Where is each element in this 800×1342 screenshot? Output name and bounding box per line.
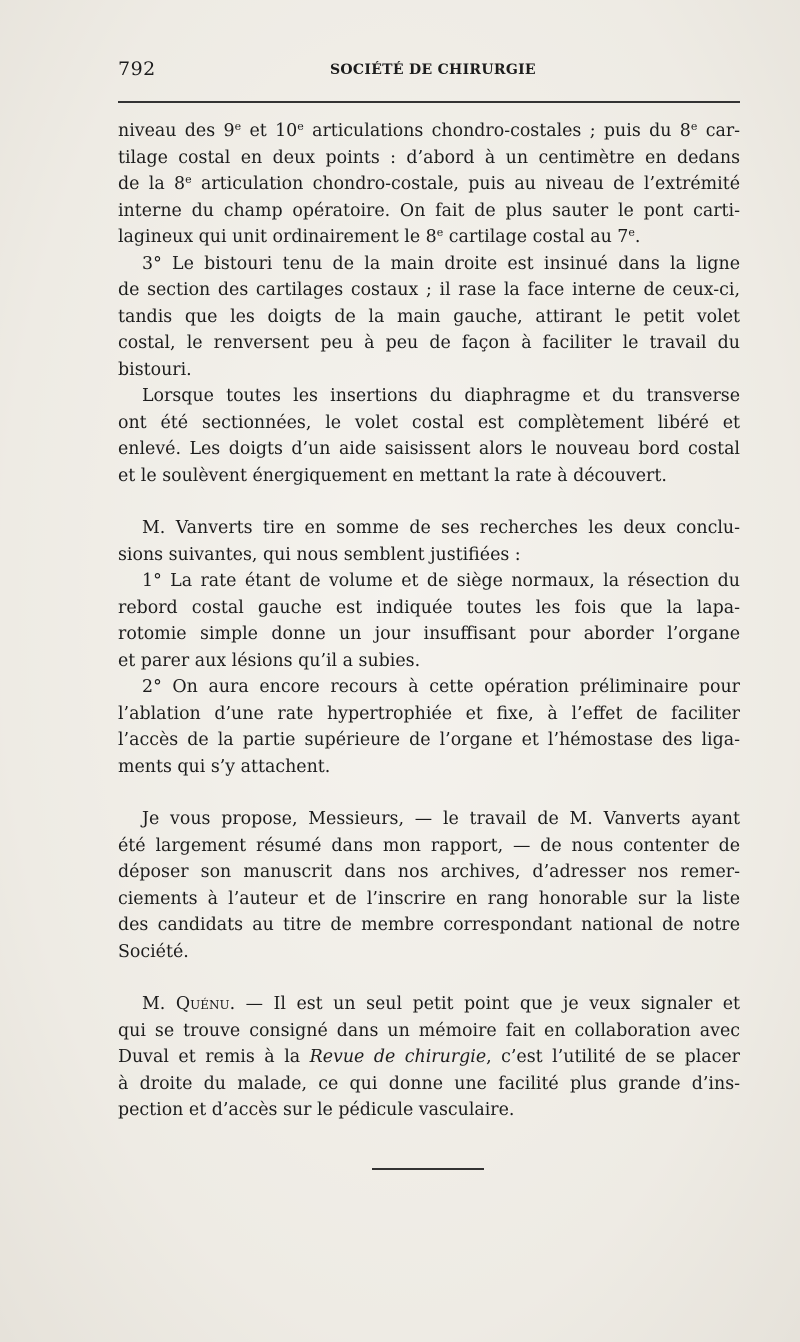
paragraph-step-3	[118, 251, 740, 384]
text-line: 3° Le bistouri tenu de la main droite est insinué dans la ligne	[142, 253, 740, 274]
paragraph-gap	[118, 780, 740, 806]
journal-title: Revue de chirurgie	[309, 1047, 487, 1067]
paragraph-gap	[118, 965, 740, 991]
text-line: qui se trouve consigné dans un mémoire fait en collaboration avec	[118, 1020, 740, 1041]
text-line: rotomie simple donne un jour insuffisant pour aborder l’organe	[118, 624, 740, 644]
text-line: ments qui s’y attachent.	[118, 756, 331, 777]
text-line: 1° La rate étant de volume et de siège normaux, la résection du	[142, 571, 740, 591]
paragraph-gap	[118, 489, 740, 515]
text-line: Lorsque toutes les insertions du diaphragme et du transverse	[142, 386, 740, 406]
paragraph-proposal	[118, 806, 740, 965]
text-line: tandis que les doigts de la main gauche, attirant le petit volet	[118, 306, 740, 327]
text-line: 2° On aura encore recours à cette opération préliminaire pour	[142, 677, 740, 697]
end-rule	[372, 1168, 484, 1170]
text-line: des candidats au titre de membre correspondant national de notre	[118, 915, 740, 935]
text-line: à droite du malade, ce qui donne une facilité plus grande d’ins-	[118, 1073, 740, 1094]
text-line: sions suivantes, qui nous semblent justifiées :	[118, 544, 521, 565]
text-line: ont été sectionnées, le volet costal est complètement libéré et	[118, 412, 740, 433]
text-line: l’accès de la partie supérieure de l’organe et l’hémostase des liga-	[118, 730, 740, 750]
text-line: costal, le renversent peu à peu de façon à faciliter le travail du	[118, 333, 740, 353]
header-rule	[118, 101, 740, 103]
text-line: lagineux qui unit ordinairement le 8e cartilage costal au 7e.	[118, 226, 641, 247]
body-text	[118, 118, 740, 1124]
text-line: tilage costal en deux points : d’abord à un centimètre en dedans	[118, 147, 740, 168]
text-line: et le soulèvent énergiquement en mettant la rate à découvert.	[118, 465, 667, 486]
text-line: pection et d’accès sur le pédicule vasculaire.	[118, 1100, 515, 1120]
text-line: l’ablation d’une rate hypertrophiée et fixe, à l’effet de faciliter	[118, 703, 740, 724]
page-header	[118, 58, 738, 88]
speaker-name: Quénu	[175, 994, 230, 1014]
text-line: Duval et remis à la Revue de chirurgie, c’est l’utilité de se placer	[118, 1047, 740, 1067]
text-line: Société.	[118, 941, 189, 962]
text-line: déposer son manuscrit dans nos archives, d’adresser nos remer-	[118, 862, 740, 882]
text-line: bistouri.	[118, 359, 192, 380]
text-line: été largement résumé dans mon rapport, — de nous contenter de	[118, 835, 740, 856]
paragraph-conclusions	[118, 515, 740, 780]
text-line: M. Quénu. — Il est un seul petit point que je veux signaler et	[142, 994, 740, 1014]
running-head: SOCIÉTÉ DE CHIRURGIE	[330, 62, 536, 78]
text-line: niveau des 9e et 10e articulations chondro-costales ; puis du 8e car-	[118, 120, 740, 141]
paragraph-technique-continued	[118, 118, 740, 251]
text-line: interne du champ opératoire. On fait de plus sauter le pont carti-	[118, 200, 740, 221]
page-number: 792	[118, 58, 156, 80]
paragraph-quenu	[118, 991, 740, 1124]
text-line: de section des cartilages costaux ; il rase la face interne de ceux-ci,	[118, 280, 740, 300]
text-line: rebord costal gauche est indiquée toutes les fois que la lapa-	[118, 597, 740, 618]
text-line: M. Vanverts tire en somme de ses recherches les deux conclu-	[142, 518, 740, 538]
text-line: enlevé. Les doigts d’un aide saisissent alors le nouveau bord costal	[118, 439, 740, 459]
paragraph-insertions	[118, 383, 740, 489]
text-line: de la 8e articulation chondro-costale, puis au niveau de l’extrémité	[118, 173, 740, 194]
text-line: ciements à l’auteur et de l’inscrire en rang honorable sur la liste	[118, 888, 740, 909]
text-line: et parer aux lésions qu’il a subies.	[118, 650, 421, 671]
text-line: Je vous propose, Messieurs, — le travail de M. Vanverts ayant	[142, 809, 740, 829]
